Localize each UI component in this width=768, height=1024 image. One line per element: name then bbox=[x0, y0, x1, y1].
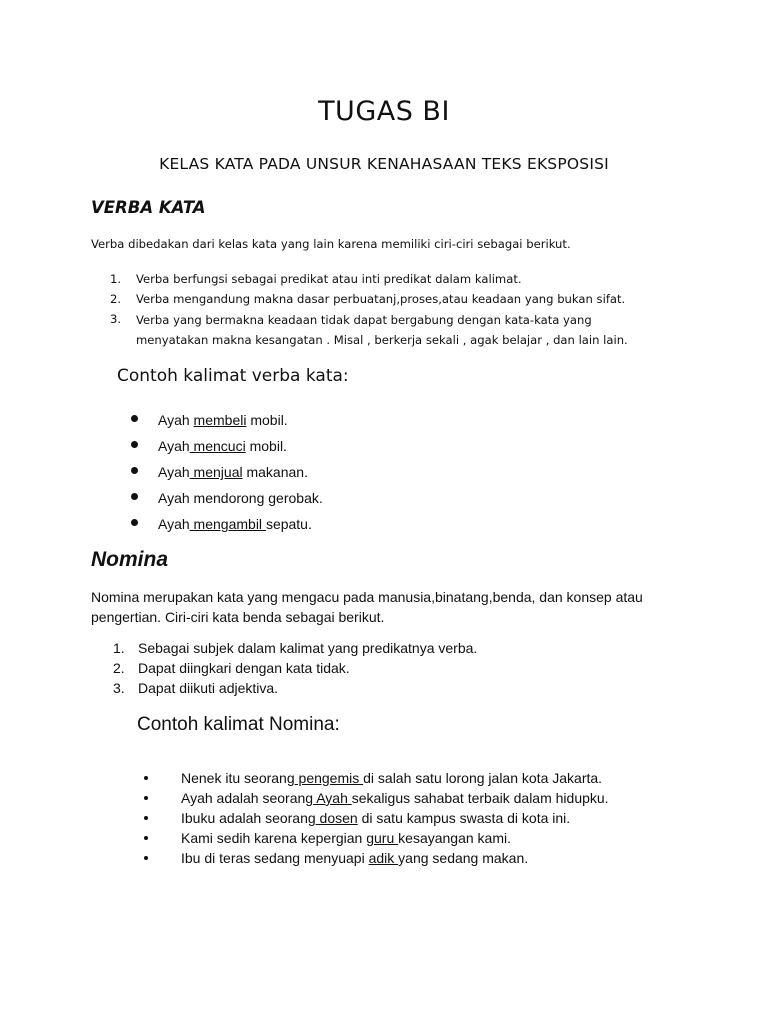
example-underlined-word: mengambil bbox=[189, 516, 266, 532]
bullet-icon bbox=[144, 816, 148, 820]
list-text: Dapat diikuti adjektiva. bbox=[138, 680, 279, 696]
example-underlined-word: mencuci bbox=[189, 438, 246, 454]
example-pre: Ibu di teras sedang menyuapi bbox=[181, 850, 369, 866]
list-text: Verba yang bermakna keadaan tidak dapat bergabung dengan kata-kata yang menyatakan makna kesangatan . Misal , berkerja sekali , agak belajar , dan lain lain. bbox=[136, 313, 628, 347]
bullet-icon bbox=[144, 836, 148, 840]
example-underlined-word: pengemis bbox=[294, 770, 364, 786]
document-subtitle: KELAS KATA PADA UNSUR KENAHASAAN TEKS EKSPOSISI bbox=[159, 155, 609, 173]
list-text: Verba mengandung makna dasar perbuatanj,proses,atau keadaan yang bukan sifat. bbox=[136, 292, 626, 306]
document-title: TUGAS BI bbox=[318, 96, 450, 127]
list-text: Dapat diingkari dengan kata tidak. bbox=[138, 660, 350, 676]
verba-intro: Verba dibedakan dari kelas kata yang lain karena memiliki ciri-ciri sebagai berikut. bbox=[91, 237, 571, 251]
example-pre: Ayah mendorong gerobak. bbox=[158, 490, 323, 506]
list-number: 1. bbox=[113, 640, 125, 656]
bullet-icon bbox=[131, 415, 138, 422]
example-underlined-word: guru bbox=[366, 830, 399, 846]
example-pre: Ayah bbox=[158, 438, 190, 454]
bullet-icon bbox=[131, 519, 138, 526]
example-pre: Ayah bbox=[158, 464, 190, 480]
example-post: yang sedang makan. bbox=[398, 850, 529, 866]
example-pre: Ibuku adalah seorang bbox=[181, 810, 316, 826]
example-post: mobil. bbox=[246, 412, 288, 428]
example-post: di salah satu lorong jalan kota Jakarta. bbox=[363, 770, 603, 786]
list-text: Verba berfungsi sebagai predikat atau inti predikat dalam kalimat. bbox=[136, 272, 522, 286]
nomina-heading: Nomina bbox=[91, 548, 169, 571]
bullet-icon bbox=[144, 856, 148, 860]
list-number: 1. bbox=[110, 272, 122, 286]
example-underlined-word: adik bbox=[368, 850, 399, 866]
example-post: makanan. bbox=[242, 464, 308, 480]
example-underlined-word: membeli bbox=[193, 412, 247, 428]
example-pre: Ayah bbox=[158, 516, 190, 532]
example-post: mobil. bbox=[245, 438, 287, 454]
bullet-icon bbox=[144, 776, 148, 780]
bullet-icon bbox=[131, 493, 138, 500]
bullet-icon bbox=[131, 441, 138, 448]
verba-heading: VERBA KATA bbox=[91, 198, 206, 217]
example-underlined-word: Ayah bbox=[313, 790, 352, 806]
list-number: 3. bbox=[113, 680, 125, 696]
nomina-example-heading: Contoh kalimat Nomina: bbox=[137, 714, 340, 735]
example-underlined-word: dosen bbox=[315, 810, 358, 826]
example-post: sekaligus sahabat terbaik dalam hidupku. bbox=[351, 790, 609, 806]
list-number: 2. bbox=[113, 660, 125, 676]
list-number: 2. bbox=[110, 292, 122, 306]
example-post: sepatu. bbox=[265, 516, 312, 532]
verba-example-heading: Contoh kalimat verba kata: bbox=[117, 366, 349, 386]
bullet-icon bbox=[131, 467, 138, 474]
example-post: di satu kampus swasta di kota ini. bbox=[357, 810, 571, 826]
example-underlined-word: menjual bbox=[189, 464, 243, 480]
example-pre: Nenek itu seorang bbox=[181, 770, 295, 786]
example-pre: Ayah bbox=[158, 412, 194, 428]
example-pre: Kami sedih karena kepergian bbox=[181, 830, 367, 846]
example-post: kesayangan kami. bbox=[398, 830, 511, 846]
bullet-icon bbox=[144, 796, 148, 800]
nomina-intro: Nomina merupakan kata yang mengacu pada manusia,binatang,benda, dan konsep atau pengertian. Ciri-ciri kata benda sebagai berikut. bbox=[91, 589, 643, 625]
example-pre: Ayah adalah seorang bbox=[181, 790, 314, 806]
list-text: Sebagai subjek dalam kalimat yang predikatnya verba. bbox=[138, 640, 478, 656]
list-number: 3. bbox=[110, 312, 122, 326]
